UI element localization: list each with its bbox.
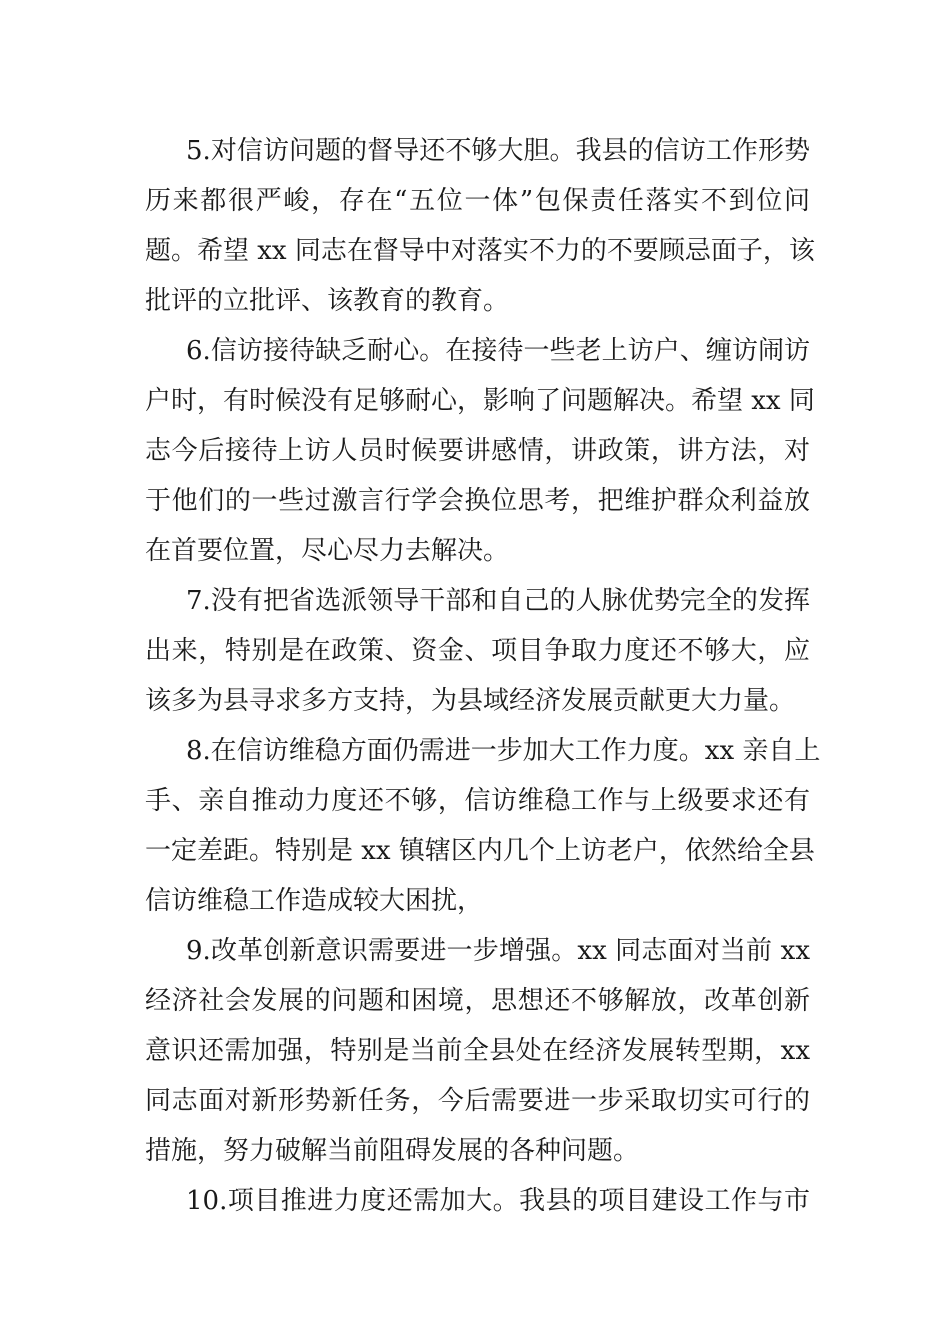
paragraph-9-line-3: 意识还需加强，特别是当前全县处在经济发展转型期，xx — [145, 1036, 810, 1066]
paragraph-5-line-4: 批评的立批评、该教育的教育。 — [145, 286, 510, 316]
paragraph-7-line-3: 该多为县寻求多方支持，为县域经济发展贡献更大力量。 — [145, 686, 796, 716]
paragraph-6-line-4: 于他们的一些过激言行学会换位思考，把维护群众利益放 — [145, 486, 810, 516]
paragraph-10-line-1: 10.项目推进力度还需加大。我县的项目建设工作与市 — [186, 1186, 810, 1216]
paragraph-9-line-5: 措施，努力破解当前阻碍发展的各种问题。 — [145, 1136, 640, 1166]
paragraph-6-line-5: 在首要位置，尽心尽力去解决。 — [145, 536, 510, 566]
paragraph-8-line-4: 信访维稳工作造成较大困扰， — [145, 886, 484, 916]
paragraph-6-line-1: 6.信访接待缺乏耐心。在接待一些老上访户、缠访闹访 — [186, 336, 810, 366]
paragraph-6-line-3: 志今后接待上访人员时候要讲感情，讲政策，讲方法，对 — [145, 436, 810, 466]
paragraph-8-line-3: 一定差距。特别是 xx 镇辖区内几个上访老户，依然给全县 — [145, 836, 815, 866]
paragraph-8-line-1: 8.在信访维稳方面仍需进一步加大工作力度。xx 亲自上 — [186, 736, 821, 766]
paragraph-7-line-1: 7.没有把省选派领导干部和自己的人脉优势完全的发挥 — [186, 586, 810, 616]
paragraph-9-line-2: 经济社会发展的问题和困境，思想还不够解放，改革创新 — [145, 986, 810, 1016]
paragraph-6-line-2: 户时，有时候没有足够耐心，影响了问题解决。希望 xx 同 — [145, 386, 815, 416]
paragraph-5-line-2: 历来都很严峻，存在“五位一体”包保责任落实不到位问 — [145, 186, 810, 216]
paragraph-8-line-2: 手、亲自推动力度还不够，信访维稳工作与上级要求还有 — [145, 786, 810, 816]
paragraph-7-line-2: 出来，特别是在政策、资金、项目争取力度还不够大，应 — [145, 636, 810, 666]
paragraph-9-line-1: 9.改革创新意识需要进一步增强。xx 同志面对当前 xx — [186, 936, 810, 966]
paragraph-9-line-4: 同志面对新形势新任务，今后需要进一步采取切实可行的 — [145, 1086, 810, 1116]
paragraph-5-line-3: 题。希望 xx 同志在督导中对落实不力的不要顾忌面子，该 — [145, 236, 815, 266]
paragraph-5-line-1: 5.对信访问题的督导还不够大胆。我县的信访工作形势 — [186, 136, 810, 166]
